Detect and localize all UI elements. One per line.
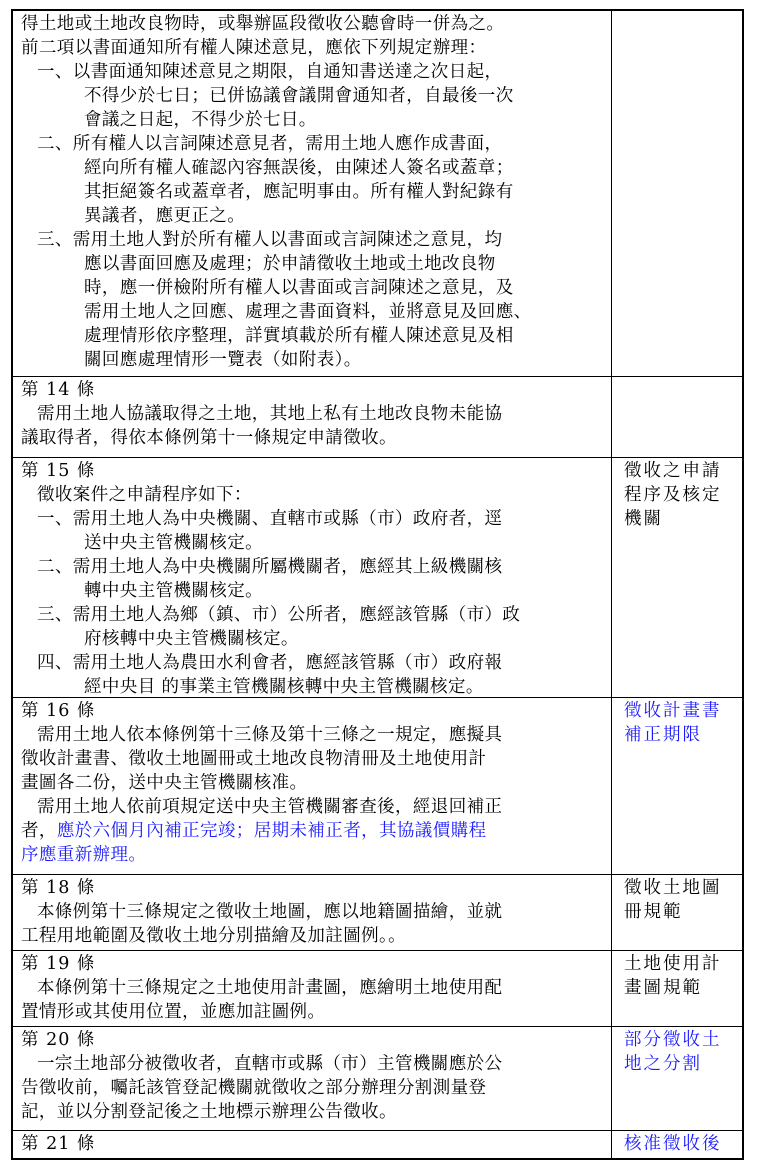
- article-text-line: [84, 156, 514, 180]
- line-text: 轉中央主管機關核定。: [84, 581, 263, 601]
- line-text: 二、需用土地人為中央機關所屬機關者，應經其上級機關核: [37, 557, 503, 577]
- article-text-line: [21, 426, 397, 450]
- line-text: 應以書面回應及處理；於申請徵收土地或土地改良物: [84, 254, 496, 274]
- line-text: 置情形或其使用位置，並應加註圖例。: [21, 1002, 326, 1022]
- article-text-line: [37, 402, 502, 426]
- line-text: 處理情形依序整理，詳實填載於所有權人陳述意見及相: [84, 326, 514, 346]
- line-text: 關回應處理情形一覽表（如附表）。: [84, 350, 362, 370]
- article-summary-cell: [612, 698, 742, 874]
- summary-line: 機關: [624, 509, 663, 529]
- article-text-line: [37, 228, 502, 252]
- summary-line: 徵收計畫書: [624, 701, 722, 721]
- line-text: 一宗土地部分被徵收者，直轄市或縣（市）主管機關應於公: [37, 1054, 503, 1074]
- line-text: 一、以書面通知陳述意見之期限，自通知書送達之次日起，: [37, 62, 503, 82]
- article-text-line: [21, 12, 504, 36]
- article-summary-cell: [612, 875, 742, 950]
- article-text-line: [84, 84, 514, 108]
- article-text-line: [84, 324, 514, 348]
- article-text-line: [84, 180, 514, 204]
- article-text-line: [21, 747, 486, 771]
- summary-line: 地之分割: [624, 1054, 702, 1074]
- article-heading: 第 16 條: [21, 701, 96, 721]
- line-text: 一、需用土地人為中央機關、直轄市或縣（市）政府者，逕: [37, 509, 503, 529]
- line-text: 前二項以書面通知所有權人陳述意見，應依下列規定辦理：: [21, 38, 487, 58]
- article-summary-cell: [612, 951, 742, 1026]
- amended-text: 應於六個月內補正完竣；居期未補正者，其協議價購程: [56, 821, 487, 841]
- line-text: 送中央主管機關核定。: [84, 533, 263, 553]
- article-text-cell: [13, 1131, 612, 1158]
- line-text: 告徵收前，囑託該管登記機關就徵收之部分辦理分割測量登: [21, 1078, 487, 1098]
- article-text-line: [37, 723, 502, 747]
- article-summary-cell: [612, 11, 742, 376]
- article-text-cell: [13, 377, 612, 457]
- article-summary-cell: [612, 377, 742, 457]
- line-text: 經向所有權人確認內容無誤後，由陳述人簽名或蓋章；: [84, 158, 514, 178]
- article-summary-cell: [612, 1131, 742, 1158]
- article-text-line: [84, 531, 263, 555]
- article-text-line: [21, 36, 486, 60]
- line-text: 經中央目 的事業主管機關核轉中央主管機關核定。: [84, 677, 484, 697]
- article-row: [13, 875, 742, 951]
- article-text-line: [37, 60, 502, 84]
- article-text-line: [21, 1000, 325, 1024]
- article-heading: 第 19 條: [21, 954, 96, 974]
- line-text: 異議者，應更正之。: [84, 206, 246, 226]
- summary-line: 土地使用計: [624, 954, 722, 974]
- article-text-line: [84, 675, 484, 699]
- article-row: [13, 458, 742, 698]
- article-text-line: [84, 579, 263, 603]
- summary-line: 補正期限: [624, 725, 702, 745]
- line-text: 需用土地人依前項規定送中央主管機關審查後，經退回補正: [37, 797, 503, 817]
- article-row: [13, 951, 742, 1027]
- article-heading: 第 15 條: [21, 461, 96, 481]
- line-text: 者，: [21, 821, 57, 841]
- line-text: 會議之日起，不得少於七日。: [84, 110, 317, 130]
- line-text: 議取得者，得依本條例第十一條規定申請徵收。: [21, 428, 397, 448]
- line-text: 記，並以分割登記後之土地標示辦理公告徵收。: [21, 1102, 397, 1122]
- article-text-cell: [13, 458, 612, 697]
- summary-line: 部分徵收土: [624, 1030, 722, 1050]
- line-text: 時，應一併檢附所有權人以書面或言詞陳述之意見，及: [84, 278, 514, 298]
- article-text-line: [37, 483, 252, 507]
- article-text-cell: [13, 875, 612, 950]
- article-heading: 第 20 條: [21, 1030, 96, 1050]
- summary-line: 冊規範: [624, 902, 683, 922]
- line-text: 畫圖各二份，送中央主管機關核准。: [21, 773, 308, 793]
- article-heading: 第 21 條: [21, 1134, 96, 1154]
- article-row: [13, 11, 742, 377]
- article-text-line: [37, 507, 502, 531]
- line-text: 需用土地人協議取得之土地，其地上私有土地改良物未能協: [37, 404, 503, 424]
- article-row: [13, 1131, 742, 1158]
- line-text: 徵收案件之申請程序如下：: [37, 485, 252, 505]
- line-text: 徵收計畫書、徵收土地圖冊或土地改良物清冊及土地使用計: [21, 749, 487, 769]
- summary-line: 徵收土地圖: [624, 878, 722, 898]
- summary-line: 核准徵收後: [624, 1134, 722, 1154]
- amended-text: 序應重新辦理。: [21, 845, 147, 865]
- line-text: 工程用地範圍及徵收土地分別描繪及加註圖例。。: [21, 926, 407, 946]
- article-text-line: [21, 771, 307, 795]
- line-text: 四、需用土地人為農田水利會者，應經該管縣（市）政府報: [37, 653, 503, 673]
- article-text-line: [21, 1076, 486, 1100]
- article-text-line: [84, 276, 514, 300]
- article-row: [13, 377, 742, 458]
- article-text-line: [37, 1052, 502, 1076]
- article-text-line: [37, 555, 502, 579]
- article-row: [13, 1027, 742, 1131]
- summary-line: 程序及核定: [624, 485, 722, 505]
- line-text: 得土地或土地改良物時，或舉辦區段徵收公聽會時一併為之。: [21, 14, 505, 34]
- article-text-cell: [13, 11, 612, 376]
- line-text: 三、需用土地人為鄉（鎮、市）公所者，應經該管縣（市）政: [37, 605, 521, 625]
- article-heading: 第 18 條: [21, 878, 96, 898]
- article-row: [13, 698, 742, 875]
- article-text-line: [84, 348, 362, 372]
- article-text-cell: [13, 698, 612, 874]
- line-text: 三、需用土地人對於所有權人以書面或言詞陳述之意見，均: [37, 230, 503, 250]
- article-text-line: [84, 252, 496, 276]
- line-text: 本條例第十三條規定之徵收土地圖，應以地籍圖描繪，並就: [37, 902, 503, 922]
- article-text-cell: [13, 1027, 612, 1130]
- line-text: 需用土地人依本條例第十三條及第十三條之一規定，應擬具: [37, 725, 503, 745]
- article-summary-cell: [612, 458, 742, 697]
- summary-line: 畫圖規範: [624, 978, 702, 998]
- line-text: 二、所有權人以言詞陳述意見者，需用土地人應作成書面，: [37, 134, 503, 154]
- regulation-table: [11, 9, 744, 1160]
- line-text: 需用土地人之回應、處理之書面資料，並將意見及回應、: [84, 302, 532, 322]
- article-text-line: [21, 1100, 397, 1124]
- article-text-line: [21, 924, 406, 948]
- article-text-line: [84, 300, 532, 324]
- article-text-line: [21, 819, 486, 843]
- line-text: 本條例第十三條規定之土地使用計畫圖，應繪明土地使用配: [37, 978, 503, 998]
- article-heading: 第 14 條: [21, 380, 96, 400]
- summary-line: 徵收之申請: [624, 461, 722, 481]
- article-text-line: [37, 976, 502, 1000]
- line-text: 府核轉中央主管機關核定。: [84, 629, 299, 649]
- article-text-line: [37, 900, 502, 924]
- article-text-line: [84, 204, 245, 228]
- article-text-line: [37, 795, 502, 819]
- article-text-line: [37, 132, 502, 156]
- article-text-line: [21, 843, 146, 867]
- article-text-line: [37, 603, 520, 627]
- article-text-line: [37, 651, 502, 675]
- article-summary-cell: [612, 1027, 742, 1130]
- line-text: 其拒絕簽名或蓋章者，應記明事由。所有權人對紀錄有: [84, 182, 514, 202]
- article-text-line: [84, 108, 317, 132]
- article-text-cell: [13, 951, 612, 1026]
- article-text-line: [84, 627, 299, 651]
- line-text: 不得少於七日；已併協議會議開會通知者，自最後一次: [84, 86, 514, 106]
